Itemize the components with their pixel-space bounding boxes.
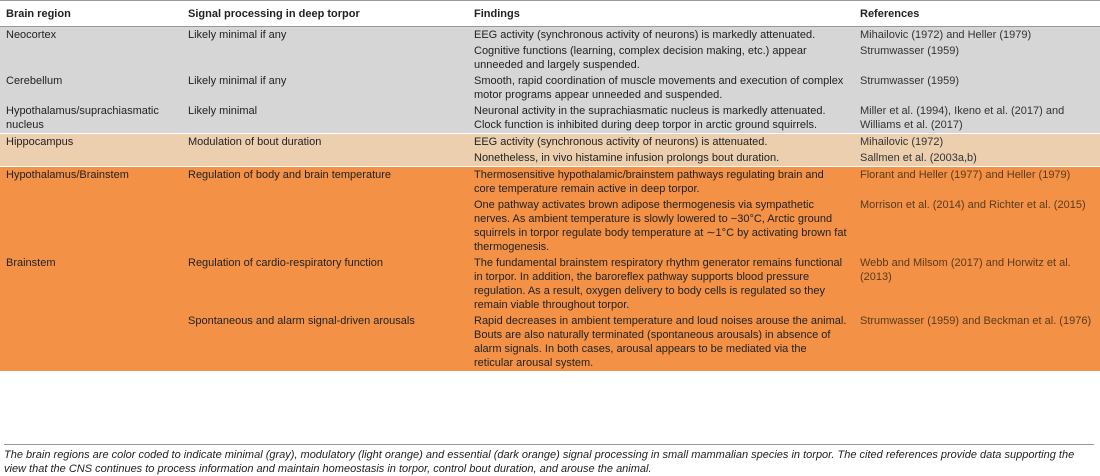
cell-finding: Rapid decreases in ambient temperature and loud noises arouse the animal. Bouts are also naturally terminated (spontaneous arousals) in absence of alarm signals. In both cases, arousal appears to be mediated via the reticular arousal system. bbox=[468, 313, 854, 371]
header-signal-processing: Signal processing in deep torpor bbox=[182, 1, 468, 27]
cell-finding: EEG activity (synchronous activity of neurons) is attenuated. bbox=[468, 134, 854, 151]
cell-signal bbox=[182, 43, 468, 73]
cell-signal: Likely minimal bbox=[182, 103, 468, 134]
header-references: References bbox=[854, 1, 1100, 27]
table-row bbox=[0, 255, 1100, 313]
cell-reference: Strumwasser (1959) bbox=[854, 73, 1100, 103]
cell-finding: The fundamental brainstem respiratory rhythm generator remains functional in torpor. In addition, the baroreflex pathway supports blood pressure regulation. As a result, oxygen delivery to body cells is regulated so they remain viable throughout torpor. bbox=[468, 255, 854, 313]
table-row bbox=[0, 313, 1100, 371]
table-row bbox=[0, 73, 1100, 103]
table-caption: The brain regions are color coded to indicate minimal (gray), modulatory (light orange) and essential (dark orange) signal processing in small mammalian species in torpor. The cited references provide data supporting the view that the CNS continues to process information and maintain homeostasis in torpor, control bout duration, and arouse the animal. bbox=[4, 444, 1094, 476]
table-row bbox=[0, 27, 1100, 44]
cell-region: Neocortex bbox=[0, 27, 182, 44]
cell-finding: One pathway activates brown adipose thermogenesis via sympathetic nerves. As ambient temperature is slowly lowered to −30°C, Arctic ground squirrels in torpor regulate body temperature at ∼1°C by activating brown fat thermogenesis. bbox=[468, 197, 854, 255]
cell-region: Brainstem bbox=[0, 255, 182, 313]
cell-reference: Strumwasser (1959) bbox=[854, 43, 1100, 73]
cell-signal bbox=[182, 197, 468, 255]
table-row bbox=[0, 150, 1100, 167]
cell-reference: Strumwasser (1959) and Beckman et al. (1976) bbox=[854, 313, 1100, 371]
cell-reference: Sallmen et al. (2003a,b) bbox=[854, 150, 1100, 167]
cell-region bbox=[0, 197, 182, 255]
cell-signal: Likely minimal if any bbox=[182, 73, 468, 103]
cell-reference: Morrison et al. (2014) and Richter et al. (2015) bbox=[854, 197, 1100, 255]
cell-reference: Mihailovic (1972) and Heller (1979) bbox=[854, 27, 1100, 44]
cell-reference: Florant and Heller (1977) and Heller (1979) bbox=[854, 167, 1100, 198]
table-row bbox=[0, 103, 1100, 134]
cell-finding: EEG activity (synchronous activity of neurons) is markedly attenuated. bbox=[468, 27, 854, 44]
header-brain-region: Brain region bbox=[0, 1, 182, 27]
table-header-row bbox=[0, 1, 1100, 27]
cell-signal: Likely minimal if any bbox=[182, 27, 468, 44]
cell-region: Hippocampus bbox=[0, 134, 182, 151]
cell-signal: Regulation of cardio-respiratory function bbox=[182, 255, 468, 313]
table-row bbox=[0, 197, 1100, 255]
table-row bbox=[0, 134, 1100, 151]
table-row bbox=[0, 43, 1100, 73]
cell-finding: Nonetheless, in vivo histamine infusion prolongs bout duration. bbox=[468, 150, 854, 167]
cell-finding: Thermosensitive hypothalamic/brainstem pathways regulating brain and core temperature remain active in deep torpor. bbox=[468, 167, 854, 198]
table-row bbox=[0, 167, 1100, 198]
cell-region: Hypothalamus/suprachiasmatic nucleus bbox=[0, 103, 182, 134]
cell-region: Cerebellum bbox=[0, 73, 182, 103]
cell-region bbox=[0, 150, 182, 167]
cell-reference: Webb and Milsom (2017) and Horwitz et al. (2013) bbox=[854, 255, 1100, 313]
cell-region: Hypothalamus/Brainstem bbox=[0, 167, 182, 198]
cell-region bbox=[0, 313, 182, 371]
header-findings: Findings bbox=[468, 1, 854, 27]
cell-reference: Miller et al. (1994), Ikeno et al. (2017) and Williams et al. (2017) bbox=[854, 103, 1100, 134]
cell-signal: Modulation of bout duration bbox=[182, 134, 468, 151]
cell-signal: Regulation of body and brain temperature bbox=[182, 167, 468, 198]
cell-signal: Spontaneous and alarm signal-driven arousals bbox=[182, 313, 468, 371]
cell-region bbox=[0, 43, 182, 73]
cell-signal bbox=[182, 150, 468, 167]
cell-finding: Neuronal activity in the suprachiasmatic nucleus is markedly attenuated. Clock function is inhibited during deep torpor in arctic ground squirrels. bbox=[468, 103, 854, 134]
cell-reference: Mihailovic (1972) bbox=[854, 134, 1100, 151]
cell-finding: Smooth, rapid coordination of muscle movements and execution of complex motor programs appear unneeded and suspended. bbox=[468, 73, 854, 103]
cell-finding: Cognitive functions (learning, complex decision making, etc.) appear unneeded and largely suspended. bbox=[468, 43, 854, 73]
